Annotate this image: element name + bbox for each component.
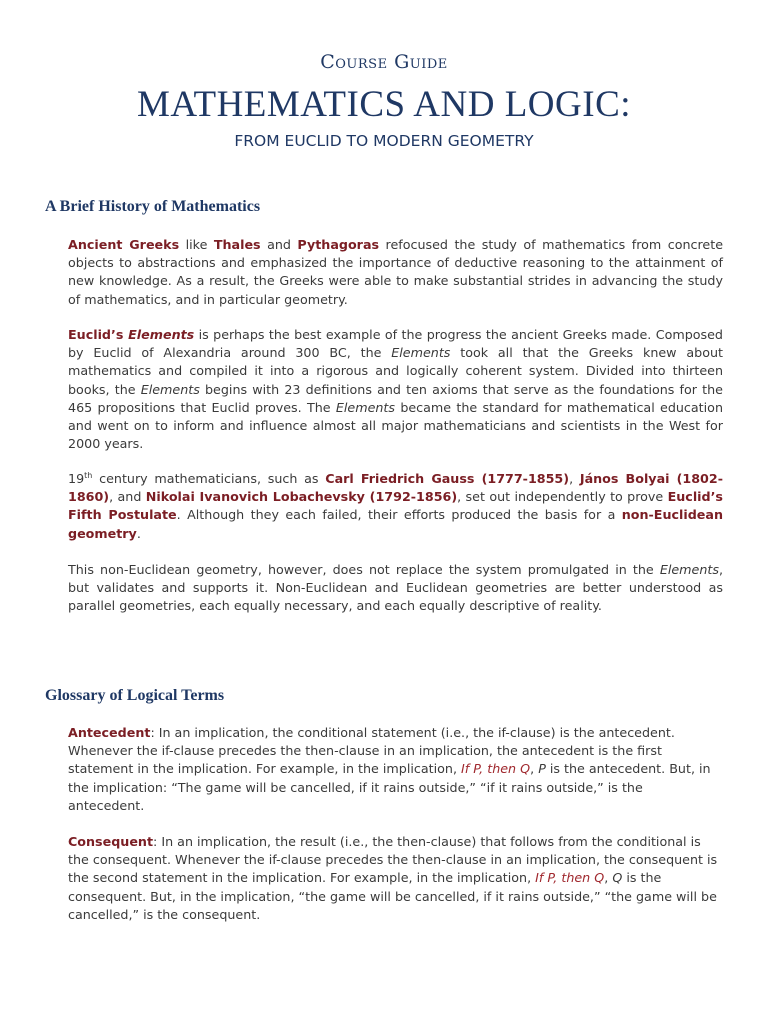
term-euclids: Euclid’s	[68, 327, 129, 342]
term-elements: Elements	[128, 327, 195, 342]
section-heading-glossary: Glossary of Logical Terms	[45, 687, 225, 704]
glossary-entry-antecedent: Antecedent: In an implication, the conditional statement (i.e., the if-clause) is the antecedent. Whenever the if-clause precedes the then-clause in an implication, the antecedent is the first statement in the implication. For example, in the implication, If P, then Q, P is the antecedent. But, in the implication: “The game will be cancelled, if it rains outside,” “if it rains outside,” is the antecedent.	[68, 725, 711, 813]
term-gauss: Carl Friedrich Gauss (1777-1855)	[325, 471, 570, 486]
term-ancient-greeks: Ancient Greeks	[68, 237, 180, 252]
term-bolyai: János Bolyai (1802-1860)	[68, 471, 723, 505]
document-subtitle: FROM EUCLID TO MODERN GEOMETRY	[234, 132, 534, 150]
paragraph-ancient-greeks: Ancient Greeks like Thales and Pythagoras refocused the study of mathematics from concrete objects to abstractions and emphasized the importance of deductive reasoning to the attainment of new knowledge. As a result, the Greeks were able to make substantial strides in advancing the study of mathematics, and in particular geometry.	[68, 237, 723, 307]
paragraph-non-euclidean: This non-Euclidean geometry, however, does not replace the system promulgated in the Elements, but validates and supports it. Non-Euclidean and Euclidean geometries are better understood as parallel geometries, each equally necessary, and each equally descriptive of reality.	[68, 562, 723, 614]
glossary-entry-consequent: Consequent: In an implication, the result (i.e., the then-clause) that follows from the conditional is the consequent. Whenever the if-clause precedes the then-clause in an implication, the consequent is the second statement in the implication. For example, in the implication, If P, then Q, Q is the consequent. But, in the implication, “the game will be cancelled, if it rains outside,” “the game will be cancelled,” is the consequent.	[68, 834, 718, 922]
document-title: MATHEMATICS AND LOGIC:	[136, 84, 632, 125]
section-heading-history: A Brief History of Mathematics	[45, 198, 261, 215]
term-fifth-postulate: Euclid’s Fifth Postulate	[68, 489, 723, 523]
term-non-euclidean: non-Euclidean geometry	[68, 507, 723, 541]
paragraph-19th-century: 19th century mathematicians, such as Carl Friedrich Gauss (1777-1855), János Bolyai (1802-1860), and Nikolai Ivanovich Lobachevsky (1792-1856), set out independently to prove Euclid’s Fifth Postulate. Although they each failed, their efforts produced the basis for a non-Euclidean geometry.	[68, 470, 723, 541]
term-pythagoras: Pythagoras	[297, 237, 380, 252]
term-lobachevsky: Nikolai Ivanovich Lobachevsky (1792-1856)	[145, 489, 458, 505]
term-antecedent: Antecedent	[68, 725, 151, 740]
course-guide-label: Course Guide	[320, 51, 448, 73]
term-consequent: Consequent	[68, 834, 154, 849]
term-thales: Thales	[213, 237, 261, 252]
document-header	[0, 50, 768, 152]
paragraph-euclid-elements: Euclid’s Elements is perhaps the best example of the progress the ancient Greeks made. Composed by Euclid of Alexandria around 300 BC, the Elements took all that the Greeks knew about mathematics and compiled it into a rigorous and logically coherent system. Divided into thirteen books, the Elements begins with 23 definitions and ten axioms that serve as the foundations for the 465 propositions that Euclid proves. The Elements became the standard for mathematical education and went on to inform and influence almost all major mathematicians and scientists in the West for 2000 years.	[68, 327, 723, 452]
